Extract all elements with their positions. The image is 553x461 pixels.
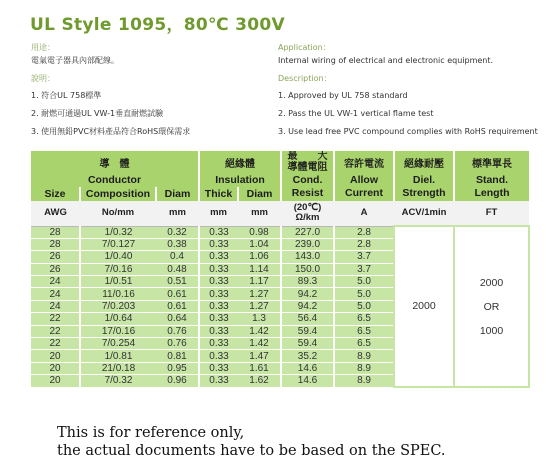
header-strength-en-line1: Diel. (412, 174, 436, 186)
header-resist-en (281, 173, 334, 201)
cell-thick: 0.33 (199, 251, 238, 263)
description-item-en: 1. Approved by UL 758 standard (278, 91, 408, 101)
cell-diam: 0.61 (156, 300, 199, 312)
description-item-zh: 1. 符合UL 758標準 (31, 91, 102, 101)
cell-diam: 0.76 (156, 325, 199, 337)
cell-current: 6.5 (334, 325, 394, 337)
header-resist-zh-line2: 導體電阻 (287, 162, 328, 173)
cell-composition: 1/0.64 (80, 313, 156, 325)
cell-resist: 227.0 (281, 226, 334, 238)
cell-diam: 0.95 (156, 362, 199, 374)
cell-size: 22 (31, 325, 80, 337)
application-heading-zh: 用途： (31, 43, 55, 52)
cell-composition: 1/0.51 (80, 276, 156, 288)
unit-resist-line2: Ω/km (295, 212, 320, 224)
cell-diam: 0.96 (156, 375, 199, 387)
cell-resist: 14.6 (281, 375, 334, 387)
cell-current: 8.9 (334, 350, 394, 362)
unit-resist-line1: (20℃) (293, 202, 322, 214)
cell-diam: 0.61 (156, 288, 199, 300)
cell-resist: 94.2 (281, 300, 334, 312)
cell-ins-diam: 1.62 (238, 375, 281, 387)
cell-thick: 0.33 (199, 300, 238, 312)
cell-strength-merged: 2000 (394, 226, 454, 387)
header-length-en-line1: Stand. (475, 174, 509, 186)
cell-thick: 0.33 (199, 362, 238, 374)
cell-ins-diam: 1.42 (238, 338, 281, 350)
cell-current: 8.9 (334, 362, 394, 374)
cell-diam: 0.48 (156, 263, 199, 275)
cell-composition: 7/0.203 (80, 300, 156, 312)
cell-thick: 0.33 (199, 288, 238, 300)
cell-resist: 56.4 (281, 313, 334, 325)
cell-size: 24 (31, 288, 80, 300)
unit-size: AWG (31, 201, 80, 226)
header-composition: Composition (80, 187, 156, 201)
cell-resist: 35.2 (281, 350, 334, 362)
description-item-en: 2. Pass the UL VW-1 vertical flame test (278, 109, 434, 119)
header-length-en (454, 173, 529, 201)
description-item-en: 3. Use lead free PVC compound complies with RoHS requirement (278, 126, 538, 136)
cell-ins-diam: 1.61 (238, 362, 281, 374)
description-item-zh: 3. 使用無鉛PVC材料產品符合RoHS環保需求 (31, 126, 191, 136)
header-current-zh: 容許電流 (334, 151, 394, 173)
description-heading-en: Description： (278, 73, 332, 83)
cell-composition: 17/0.16 (80, 325, 156, 337)
unit-strength: ACV/1min (394, 201, 454, 226)
unit-ins-diam: mm (238, 201, 281, 226)
cell-composition: 7/0.254 (80, 338, 156, 350)
chinese-description (31, 42, 271, 139)
english-description (278, 42, 548, 139)
cell-thick: 0.33 (199, 350, 238, 362)
header-strength-en (394, 173, 454, 201)
cell-ins-diam: 1.14 (238, 263, 281, 275)
cell-diam: 0.64 (156, 313, 199, 325)
cell-diam: 0.38 (156, 238, 199, 250)
disclaimer-line1: This is for reference only, (57, 425, 245, 441)
cell-size: 28 (31, 226, 80, 238)
unit-resist (281, 201, 334, 226)
header-current-en-line2: Current (345, 187, 383, 199)
application-text-en: Internal wiring of electrical and electronic equipment. (278, 55, 494, 65)
header-row-chinese (31, 151, 529, 173)
description-item-zh: 2. 耐燃可通過UL VW-1垂直耐燃試驗 (31, 109, 164, 119)
unit-diam: mm (156, 201, 199, 226)
disclaimer (57, 424, 446, 460)
cell-size: 26 (31, 251, 80, 263)
cell-diam: 0.76 (156, 338, 199, 350)
page-title: UL Style 1095，80℃ 300V (30, 15, 286, 35)
header-thick: Thick (199, 187, 238, 201)
cell-composition: 1/0.40 (80, 251, 156, 263)
cell-size: 26 (31, 263, 80, 275)
cell-thick: 0.33 (199, 226, 238, 238)
cell-thick: 0.33 (199, 325, 238, 337)
header-row-english (31, 173, 529, 187)
cell-resist: 94.2 (281, 288, 334, 300)
cell-composition: 1/0.81 (80, 350, 156, 362)
cell-resist: 89.3 (281, 276, 334, 288)
cell-size: 22 (31, 313, 80, 325)
unit-composition: No/mm (80, 201, 156, 226)
application-text-zh: 電氣電子器具內部配線。 (31, 55, 119, 65)
cell-size: 24 (31, 300, 80, 312)
cell-current: 2.8 (334, 238, 394, 250)
cell-ins-diam: 1.06 (238, 251, 281, 263)
cell-current: 5.0 (334, 300, 394, 312)
cell-current: 5.0 (334, 288, 394, 300)
length-value: 1000 (479, 324, 504, 337)
header-length-zh: 標準單長 (454, 151, 529, 173)
cell-ins-diam: 1.42 (238, 325, 281, 337)
header-conductor-en: Conductor (31, 173, 199, 187)
cell-current: 2.8 (334, 226, 394, 238)
header-resist-zh-line1: 最 大 (287, 151, 328, 162)
header-resist-en-line1: Cond. (292, 174, 323, 186)
cell-size: 22 (31, 338, 80, 350)
cell-current: 8.9 (334, 375, 394, 387)
cell-ins-diam: 1.3 (238, 313, 281, 325)
cell-size: 20 (31, 350, 80, 362)
length-value: 2000 (479, 276, 504, 289)
cell-size: 28 (31, 238, 80, 250)
cell-resist: 150.0 (281, 263, 334, 275)
cell-size: 20 (31, 362, 80, 374)
cell-current: 5.0 (334, 276, 394, 288)
cell-current: 3.7 (334, 251, 394, 263)
cell-thick: 0.33 (199, 375, 238, 387)
cell-current: 6.5 (334, 313, 394, 325)
cell-resist: 239.0 (281, 238, 334, 250)
cell-resist: 143.0 (281, 251, 334, 263)
units-row (31, 201, 529, 226)
cell-current: 3.7 (334, 263, 394, 275)
cell-thick: 0.33 (199, 276, 238, 288)
header-strength-zh: 絕緣耐壓 (394, 151, 454, 173)
header-current-en-line1: Allow (350, 174, 379, 186)
data-rows (31, 226, 529, 387)
cell-thick: 0.33 (199, 313, 238, 325)
cell-composition: 11/0.16 (80, 288, 156, 300)
cell-composition: 21/0.18 (80, 362, 156, 374)
description-heading-zh: 說明： (31, 73, 55, 83)
cell-resist: 59.4 (281, 338, 334, 350)
cell-composition: 1/0.32 (80, 226, 156, 238)
application-heading-en: Application： (278, 43, 331, 52)
cell-thick: 0.33 (199, 238, 238, 250)
header-insulation-diam: Diam (238, 187, 281, 201)
unit-current: A (334, 201, 394, 226)
header-length-en-line2: Length (474, 187, 510, 199)
cell-composition: 7/0.16 (80, 263, 156, 275)
table-row (31, 226, 529, 238)
cell-size: 24 (31, 276, 80, 288)
header-conductor-zh: 導 體 (31, 151, 199, 173)
header-insulation-en: Insulation (199, 173, 281, 187)
cell-composition: 7/0.32 (80, 375, 156, 387)
header-resist-en-line2: Resist (291, 187, 324, 199)
cell-resist: 14.6 (281, 362, 334, 374)
cell-ins-diam: 1.04 (238, 238, 281, 250)
cell-ins-diam: 0.98 (238, 226, 281, 238)
cell-current: 6.5 (334, 338, 394, 350)
cell-ins-diam: 1.27 (238, 288, 281, 300)
header-size: Size (31, 187, 80, 201)
header-strength-en-line2: Strength (402, 187, 446, 199)
cell-resist: 59.4 (281, 325, 334, 337)
header-insulation-zh: 絕緣體 (199, 151, 281, 173)
header-resist-zh (281, 151, 334, 173)
cell-diam: 0.51 (156, 276, 199, 288)
unit-thick: mm (199, 201, 238, 226)
header-current-en (334, 173, 394, 201)
disclaimer-line2: the actual documents have to be based on the SPEC. (57, 443, 446, 459)
cell-diam: 0.81 (156, 350, 199, 362)
cell-ins-diam: 1.47 (238, 350, 281, 362)
length-value: OR (483, 300, 500, 313)
cell-ins-diam: 1.17 (238, 276, 281, 288)
cell-diam: 0.4 (156, 251, 199, 263)
cell-composition: 7/0.127 (80, 238, 156, 250)
cell-size: 20 (31, 375, 80, 387)
header-conductor-diam: Diam (156, 187, 199, 201)
cell-diam: 0.32 (156, 226, 199, 238)
spec-table (31, 151, 530, 388)
cell-thick: 0.33 (199, 263, 238, 275)
cell-ins-diam: 1.27 (238, 300, 281, 312)
cell-thick: 0.33 (199, 338, 238, 350)
unit-length: FT (454, 201, 529, 226)
cell-length-merged (454, 226, 529, 387)
